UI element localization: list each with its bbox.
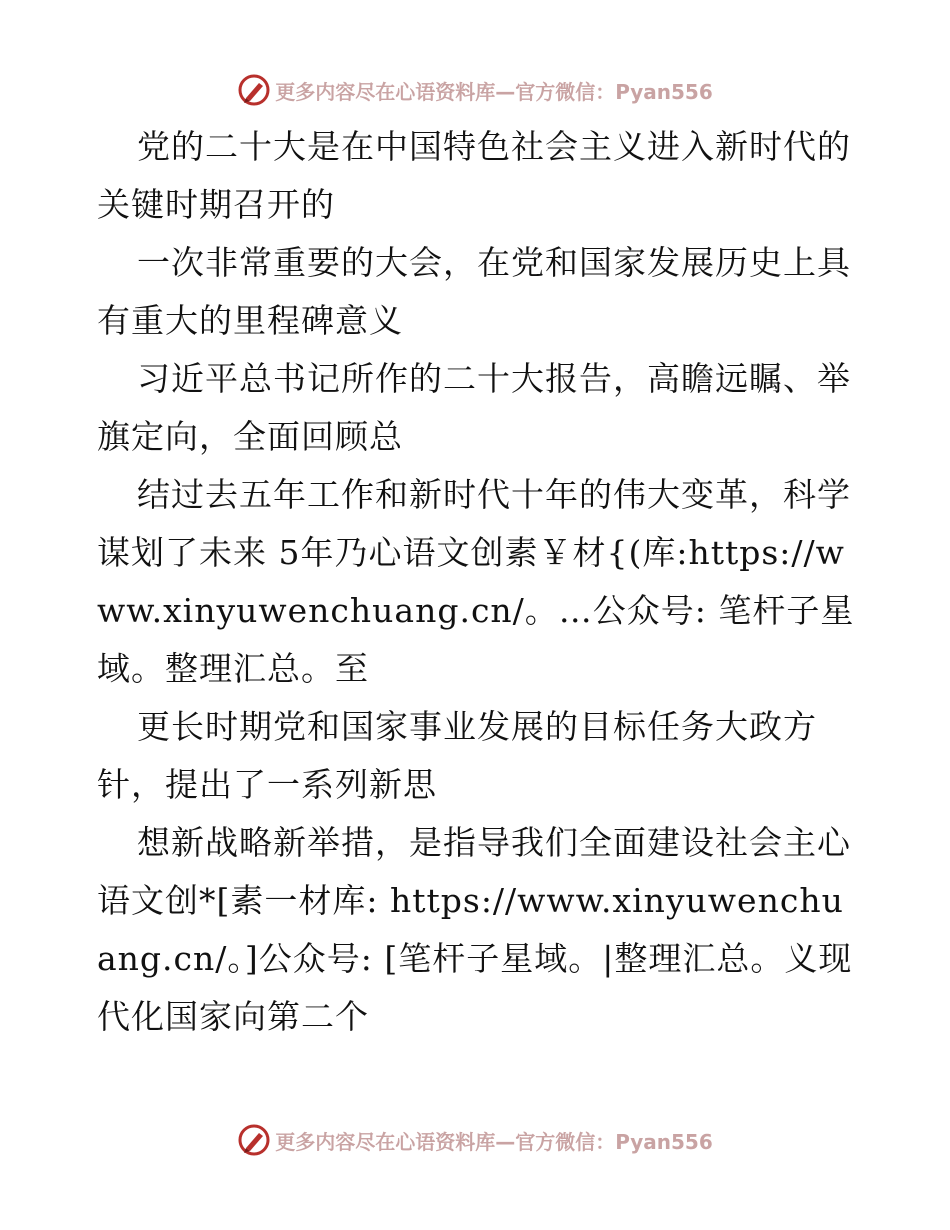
paragraph: 习近平总书记所作的二十大报告，高瞻远瞩、举旗定向，全面回顾总 [97, 359, 851, 456]
pen-circle-logo-icon [237, 73, 271, 107]
paragraph: 更长时期党和国家事业发展的目标任务大政方针，提出了一系列新思 [97, 707, 817, 804]
paragraph: 党的二十大是在中国特色社会主义进入新时代的关键时期召开的 [97, 127, 851, 224]
header-watermark-text: 更多内容尽在心语资料库—官方微信：Pyan556 [275, 79, 713, 104]
footer-watermark [0, 1120, 950, 1160]
paragraph: 结过去五年工作和新时代十年的伟大变革，科学谋划了未来 5年乃心语文创素￥材{(库:https://www.xinyuwenchuang.cn/。…公众号: 笔杆子星域。整理汇总。至 [97, 475, 855, 688]
paragraph: 想新战略新举措，是指导我们全面建设社会主心语文创*[素一材库: https://www.xinyuwenchuang.cn/。]公众号: [笔杆子星域。|整理汇总。义现代化国家向第二个 [97, 823, 853, 1036]
pen-circle-logo-icon [237, 1123, 271, 1157]
header-watermark [0, 70, 950, 110]
paragraph: 一次非常重要的大会，在党和国家发展历史上具有重大的里程碑意义 [97, 243, 851, 340]
footer-watermark-text: 更多内容尽在心语资料库—官方微信：Pyan556 [275, 1129, 713, 1154]
document-body [97, 118, 857, 1046]
